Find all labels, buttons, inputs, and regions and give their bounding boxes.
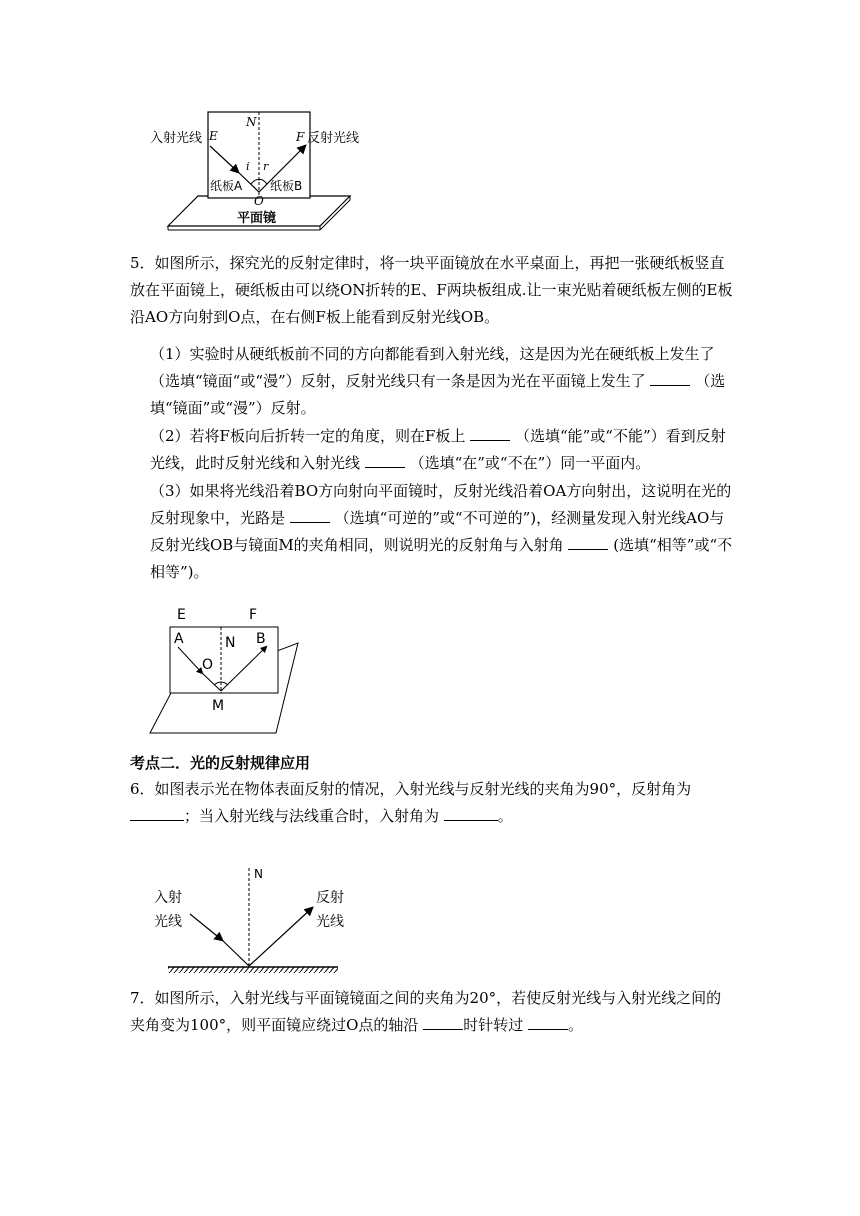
label-e: E <box>209 129 218 143</box>
label-board-b: 纸板B <box>270 179 303 193</box>
blank-7-1[interactable] <box>423 1015 463 1030</box>
label-n-fig2: N <box>225 635 236 651</box>
label-a: A <box>174 631 184 647</box>
question-5-number: 5． <box>130 254 155 272</box>
label-o-fig2: O <box>202 657 214 673</box>
reflected-ray-fig3 <box>249 908 312 966</box>
blank-6-2[interactable] <box>444 806 498 821</box>
question-5-text: 如图所示，探究光的反射定律时，将一块平面镜放在水平桌面上，再把一张硬纸板竖直放在平面镜上，硬纸板由可以绕ON折转的E、F两块板组成.让一束光贴着硬纸板左侧的E板沿AO方向射到O点，在右侧F板上能看到反射光线OB。 <box>130 254 733 326</box>
label-n: N <box>246 115 257 129</box>
question-6-number: 6． <box>130 780 155 798</box>
question-5-stem <box>130 250 735 331</box>
question-5-part-3: （3）如果将光线沿着BO方向射向平面镜时，反射光线沿着OA方向射出，这说明在光的反射现象中，光路是 （选填“可逆的”或“不可逆的”)，经测量发现入射光线AO与反射光线OB与镜面M的夹角相同，则说明光的反射角与入射角 (选填“相等”或“不相等”)。 <box>150 482 733 581</box>
figure-reflection-apparatus <box>150 108 370 233</box>
label-reflected-light: 反射光线 <box>307 131 360 146</box>
label-o: O <box>254 194 264 208</box>
incident-ray-fig3 <box>190 914 222 940</box>
label-incident-1: 入射 <box>154 890 182 906</box>
question-6-stem: 6．如图表示光在物体表面反射的情况，入射光线与反射光线的夹角为90°，反射角为；当入射光线与法线重合时，入射角为 。 <box>130 780 692 825</box>
blank-7-2[interactable] <box>528 1015 568 1030</box>
label-n-fig3: N <box>254 867 263 881</box>
label-b: B <box>256 631 266 647</box>
question-7-number: 7． <box>130 989 155 1007</box>
question-5-part-2: （2）若将F板向后折转一定的角度，则在F板上 （选填“能”或“不能”）看到反射光线，此时反射光线和入射光线 （选填“在”或“不在”）同一平面内。 <box>150 427 726 472</box>
figure-ef-board <box>150 603 300 743</box>
question-7-stem: 7．如图所示，入射光线与平面镜镜面之间的夹角为20°，若使反射光线与入射光线之间的夹角变为100°，则平面镜应绕过O点的轴沿 时针转过 。 <box>130 989 722 1034</box>
blank-5-3[interactable] <box>365 453 405 468</box>
label-mirror: 平面镜 <box>237 211 277 226</box>
figure-reflection-surface <box>150 864 350 980</box>
label-f-board: F <box>249 607 258 623</box>
label-board-a: 纸板A <box>210 179 243 193</box>
question-5-part-1: （1）实验时从硬纸板前不同的方向都能看到入射光线，这是因为光在硬纸板上发生了（选填“镜面“或“漫”）反射，反射光线只有一条是因为光在平面镜上发生了 （选填“镜面”或“漫”）反射。 <box>150 345 726 417</box>
blank-5-5[interactable] <box>568 535 608 550</box>
label-e-board: E <box>177 607 186 623</box>
section-heading: 考点二．光的反射规律应用 <box>130 754 311 772</box>
label-reflected-1: 反射 <box>316 890 344 906</box>
label-reflected-2: 光线 <box>316 914 344 930</box>
label-incident-light: 入射光线 <box>150 131 203 146</box>
label-incident-2: 光线 <box>154 914 182 930</box>
blank-6-1[interactable] <box>130 806 184 821</box>
label-m: M <box>212 698 225 714</box>
blank-5-1[interactable] <box>650 371 690 386</box>
blank-5-4[interactable] <box>290 508 330 523</box>
label-r: r <box>263 160 269 173</box>
label-f: F <box>296 130 305 144</box>
label-i: i <box>246 160 250 173</box>
blank-5-2[interactable] <box>470 426 510 441</box>
